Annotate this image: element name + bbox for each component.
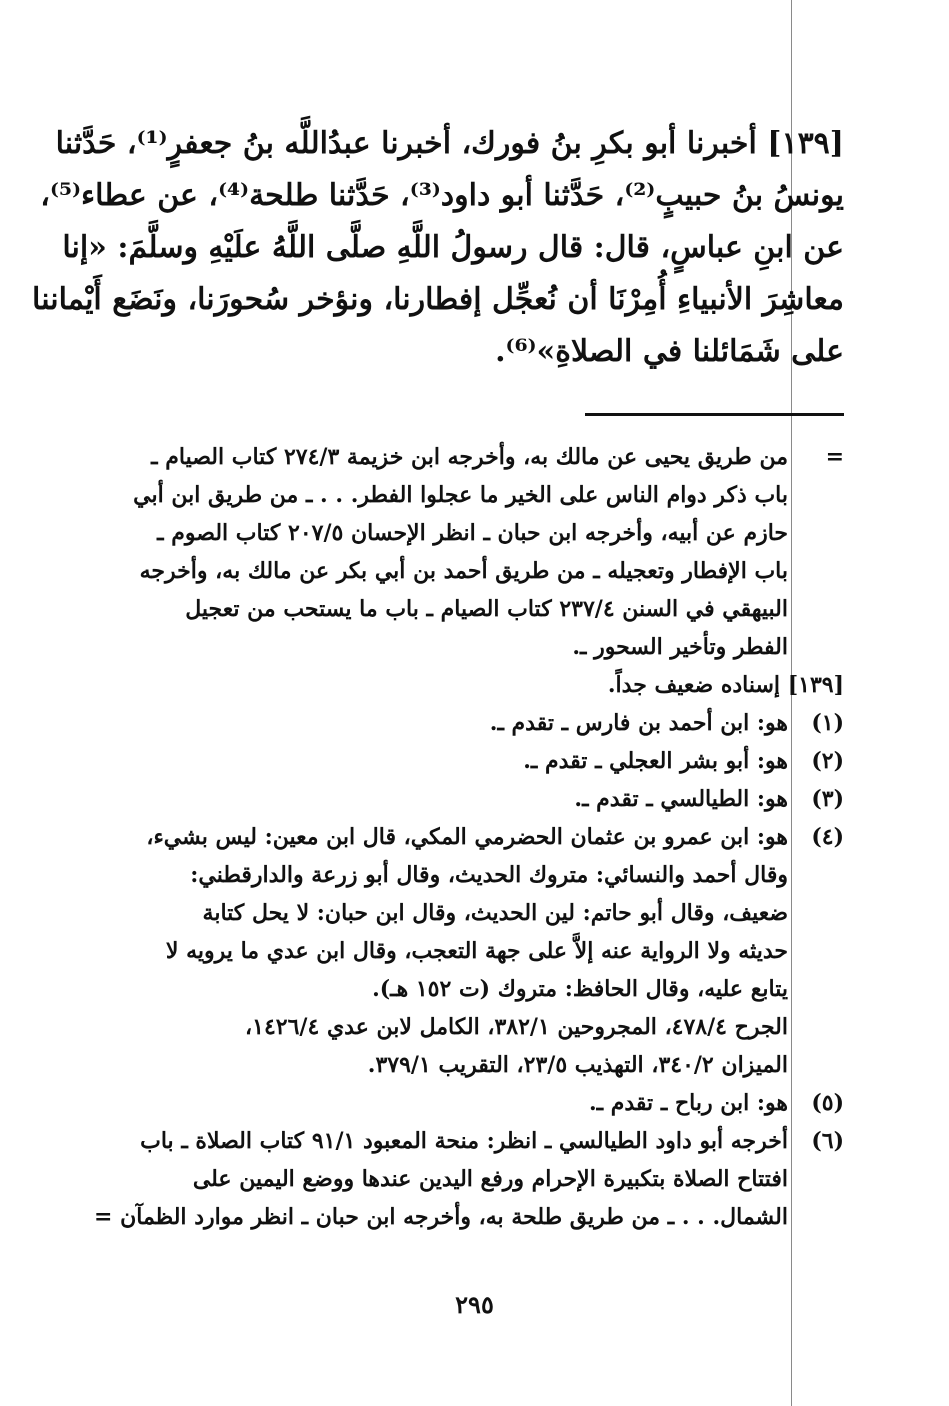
footnote-body xyxy=(90,780,788,818)
footnote-line: أخرجه أبو داود الطيالسي ـ انظر: منحة المعبود ٩١/١ كتاب الصلاة ـ باب xyxy=(140,1128,788,1154)
hadith-line: معاشِرَ الأنبياءِ أُمِرْنَا أن نُعجِّل إفطارنا، ونؤخر سُحورَنا، ونَضَع أَيْماننا xyxy=(32,282,844,317)
footnote-body xyxy=(90,742,788,780)
footnote-number: (٢) xyxy=(811,748,844,774)
footnote-line: [١٣٩] إسناده ضعيف جداً. xyxy=(607,672,844,698)
footnote-number: (٣) xyxy=(811,786,844,812)
footnote-line: يتابع عليه، وقال الحافظ: متروك (ت ١٥٢ هـ). xyxy=(372,976,788,1002)
footnote-body xyxy=(90,818,788,1084)
footnote-4 xyxy=(90,818,844,1084)
footnote-line: هو: أبو بشر العجلي ـ تقدم ـ. xyxy=(523,748,788,774)
footnote-number: (٥) xyxy=(811,1090,844,1116)
footnote-3 xyxy=(90,780,844,818)
footnote-isnad-grading xyxy=(90,666,844,704)
footnote-line: حازم عن أبيه، وأخرجه ابن حبان ـ انظر الإحسان ٢٠٧/٥ كتاب الصوم ـ xyxy=(157,520,788,546)
footnote-body xyxy=(90,666,844,704)
footnote-1 xyxy=(90,704,844,742)
footnote-line: حديثه ولا الرواية عنه إلاَّ على جهة التعجب، وقال ابن عدي ما يرويه لا xyxy=(165,938,788,964)
hadith-text xyxy=(32,118,844,378)
footnote-line: البيهقي في السنن ٢٣٧/٤ كتاب الصيام ـ باب ما يستحب من تعجيل xyxy=(185,596,788,622)
hadith-line: يونسُ بنُ حبيبٍ⁽²⁾، حَدَّثنا أبو داود⁽³⁾، حَدَّثنا طلحة⁽⁴⁾، عن عطاء⁽⁵⁾، xyxy=(40,178,844,213)
footnote-line: باب ذكر دوام الناس على الخير ما عجلوا الفطر. . . ـ من طريق ابن أبي xyxy=(133,482,788,508)
footnotes-section xyxy=(90,438,844,1236)
footnote-line: هو: ابن رباح ـ تقدم ـ. xyxy=(589,1090,788,1116)
footnote-line: باب الإفطار وتعجيله ـ من طريق أحمد بن أبي بكر عن مالك به، وأخرجه xyxy=(139,558,788,584)
footnote-line: هو: ابن أحمد بن فارس ـ تقدم ـ. xyxy=(489,710,788,736)
footnote-line: الميزان ٣٤٠/٢، التهذيب ٢٣/٥، التقريب ٣٧٩/١. xyxy=(367,1052,788,1078)
footnote-body xyxy=(90,704,788,742)
footnote-line: افتتاح الصلاة بتكبيرة الإحرام ورفع اليدين عندها ووضع اليمين على xyxy=(192,1166,788,1192)
footnote-line: الفطر وتأخير السحور ـ. xyxy=(572,634,788,660)
footnote-line: هو: الطيالسي ـ تقدم ـ. xyxy=(574,786,788,812)
footnote-number: (١) xyxy=(811,710,844,736)
page-number: ٢٩٥ xyxy=(455,1290,494,1319)
footnote-continuation xyxy=(90,438,844,666)
hadith-line: عن ابنِ عباسٍ، قال: قال رسولُ اللَّهِ صلَّى اللَّهُ علَيْهِ وسلَّمَ: «إنا xyxy=(62,230,844,265)
footnote-line: وقال أحمد والنسائي: متروك الحديث، وقال أبو زرعة والدارقطني: xyxy=(190,862,788,888)
footnote-line: ضعيف، وقال أبو حاتم: لين الحديث، وقال ابن حبان: لا يحل كتابة xyxy=(202,900,788,926)
hadith-line: على شَمَائلنا في الصلاةِ»⁽⁶⁾. xyxy=(495,334,844,369)
footnote-5 xyxy=(90,1084,844,1122)
footnote-number: (٦) xyxy=(811,1128,844,1154)
footnote-body xyxy=(90,1122,788,1236)
footnote-number: = xyxy=(825,444,844,470)
footnote-number: (٤) xyxy=(811,824,844,850)
hadith-line: [١٣٩] أخبرنا أبو بكرِ بنُ فورك، أخبرنا عبدُاللَّه بنُ جعفرٍ⁽¹⁾، حَدَّثنا xyxy=(55,126,844,161)
footnote-2 xyxy=(90,742,844,780)
footnote-line: هو: ابن عمرو بن عثمان الحضرمي المكي، قال ابن معين: ليس بشيء، xyxy=(146,824,788,850)
footnote-line: من طريق يحيى عن مالك به، وأخرجه ابن خزيمة ٢٧٤/٣ كتاب الصيام ـ xyxy=(151,444,788,470)
footnote-line: الشمال. . . ـ من طريق طلحة به، وأخرجه ابن حبان ـ انظر موارد الظمآن = xyxy=(94,1204,788,1230)
footnote-body xyxy=(90,1084,788,1122)
footnote-separator xyxy=(585,413,844,416)
footnote-line: الجرح ٤٧٨/٤، المجروحين ٣٨٢/١، الكامل لابن عدي ١٤٢٦/٤، xyxy=(245,1014,788,1040)
footnote-6 xyxy=(90,1122,844,1236)
footnote-body xyxy=(90,438,788,666)
